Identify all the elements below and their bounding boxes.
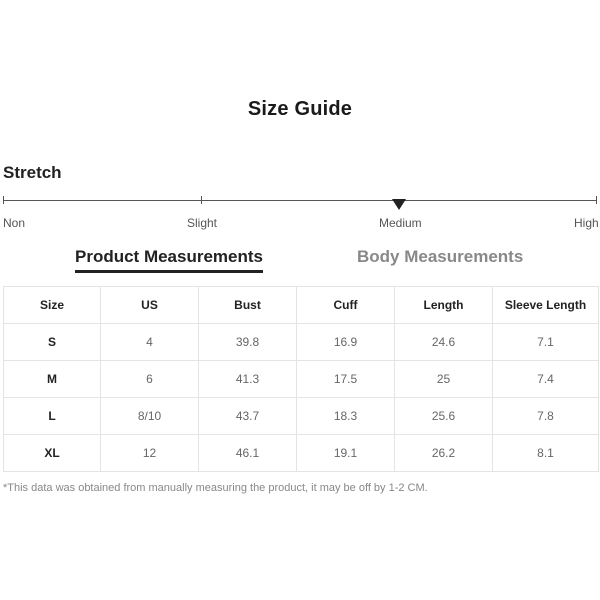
table-cell: 8/10 (101, 398, 199, 435)
table-cell: 25 (395, 361, 493, 398)
stretch-marker-icon (392, 199, 406, 210)
stretch-label: Stretch (3, 163, 62, 182)
tab-product-measurements[interactable]: Product Measurements (75, 247, 263, 273)
header-sleeve-length: Sleeve Length (493, 287, 599, 324)
stretch-level-medium: Medium (379, 216, 422, 230)
table-cell: 26.2 (395, 435, 493, 472)
table-row (4, 398, 599, 435)
table-cell: 7.1 (493, 324, 599, 361)
header-cuff: Cuff (297, 287, 395, 324)
table-cell: 25.6 (395, 398, 493, 435)
stretch-level-non: Non (3, 216, 26, 230)
header-bust: Bust (199, 287, 297, 324)
header-size: Size (4, 287, 101, 324)
size-cell: M (4, 361, 101, 398)
table-cell: 16.9 (297, 324, 395, 361)
table-cell: 4 (101, 324, 199, 361)
stretch-level-slight: Slight (187, 216, 218, 230)
header-length: Length (395, 287, 493, 324)
table-cell: 7.4 (493, 361, 599, 398)
stretch-scale-line (3, 200, 597, 201)
table-cell: 43.7 (199, 398, 297, 435)
header-us: US (101, 287, 199, 324)
table-cell: 41.3 (199, 361, 297, 398)
table-header-row (4, 287, 599, 324)
table-cell: 7.8 (493, 398, 599, 435)
table-cell: 39.8 (199, 324, 297, 361)
table-row (4, 435, 599, 472)
measurement-disclaimer: *This data was obtained from manually measuring the product, it may be off by 1-2 CM. (3, 482, 428, 494)
table-cell: 24.6 (395, 324, 493, 361)
size-table (3, 286, 599, 472)
tab-body-measurements[interactable]: Body Measurements (357, 247, 524, 266)
size-cell: XL (4, 435, 101, 472)
page-title: Size Guide (247, 98, 353, 120)
size-cell: S (4, 324, 101, 361)
stretch-tick-high (596, 196, 597, 204)
table-cell: 17.5 (297, 361, 395, 398)
stretch-tick-slight (201, 196, 202, 204)
table-cell: 18.3 (297, 398, 395, 435)
size-cell: L (4, 398, 101, 435)
stretch-tick-non (3, 196, 4, 204)
table-cell: 6 (101, 361, 199, 398)
table-row (4, 361, 599, 398)
table-row (4, 324, 599, 361)
table-cell: 8.1 (493, 435, 599, 472)
stretch-level-high: High (574, 216, 599, 230)
table-cell: 46.1 (199, 435, 297, 472)
table-cell: 19.1 (297, 435, 395, 472)
table-cell: 12 (101, 435, 199, 472)
